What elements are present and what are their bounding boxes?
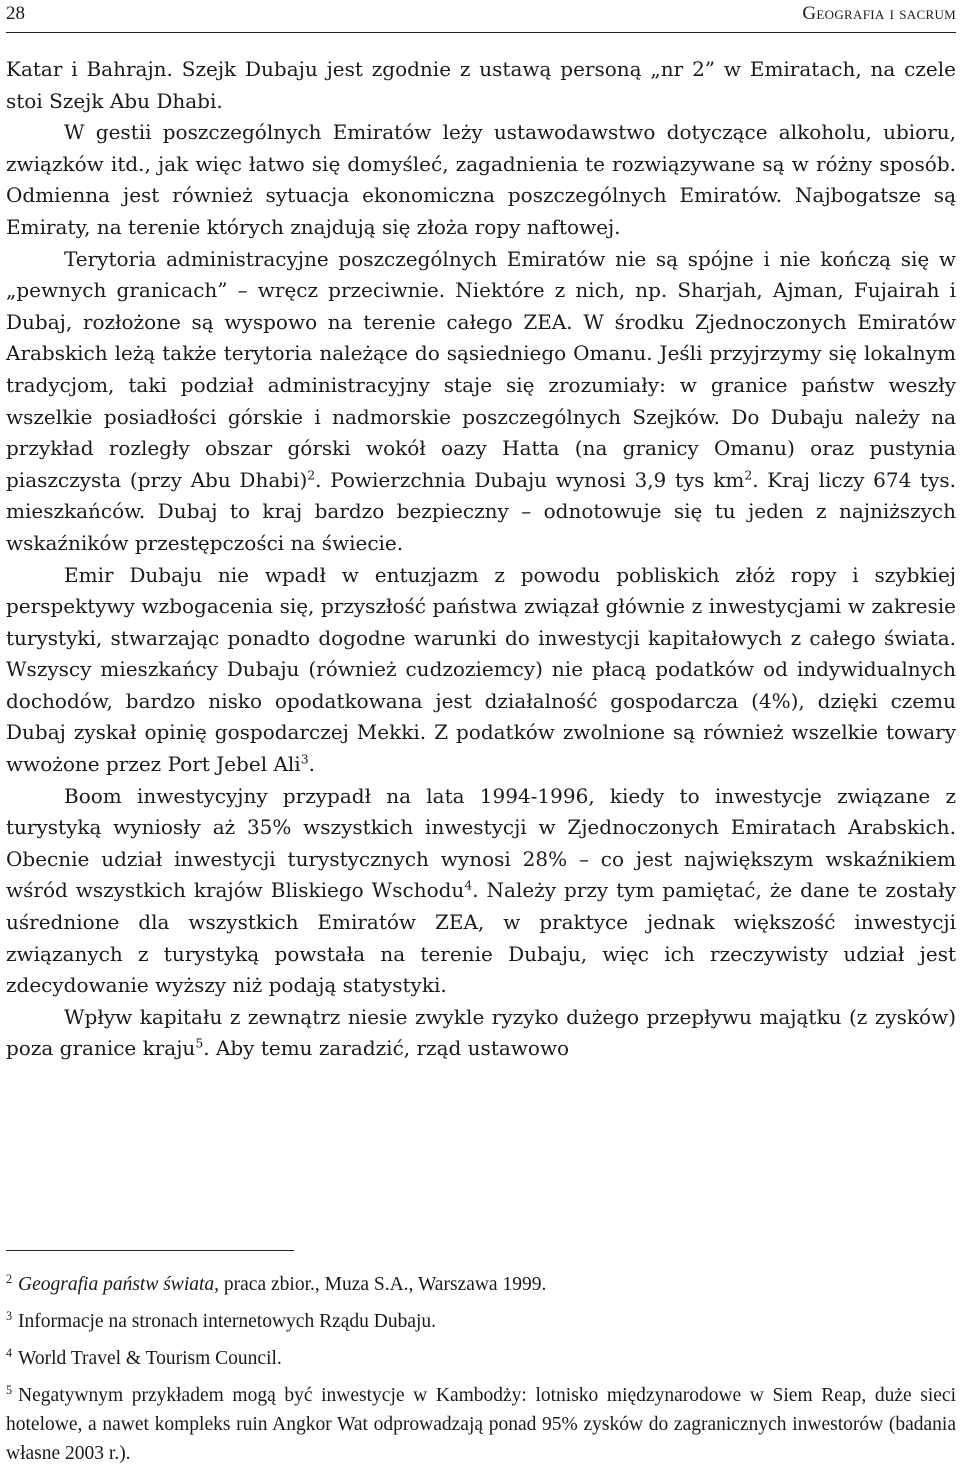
page [6, 0, 956, 1471]
paragraph [6, 54, 956, 117]
footnote-text: , praca zbior., Muza S.A., Warszawa 1999. [214, 1274, 547, 1295]
paragraph [6, 560, 956, 781]
footnote-text: Negatywnym przykładem mogą być inwestycje w Kambodży: lotnisko międzynarodowe w Siem Reap, duże sieci hotelowe, a nawet kompleks ruin Angkor Wat odprowadzają ponad 95% zysków do zagranicznych inwestorów (badania własne 2003 r.). [6, 1385, 956, 1464]
paragraph [6, 1002, 956, 1065]
footnote [6, 1307, 956, 1336]
footnote-text: World Travel & Tourism Council. [18, 1348, 282, 1369]
text-span: . Powierzchnia Dubaju wynosi 3,9 tys km [315, 467, 745, 492]
text-span: Boom inwestycyjny przypadł na lata 1994-1996, kiedy to inwestycje związane z turystyką wyniosły aż 35% wszystkich inwestycji w Zjednoczonych Emiratach Arabskich. Obecnie udział inwestycji turystycznych wynosi 28% – co jest największym wskaźnikiem wśród wszystkich krajów Bliskiego Wschodu [6, 783, 956, 903]
footnote-number: 2 [6, 1271, 13, 1286]
footnotes [6, 1270, 956, 1476]
footnote-ref[interactable]: 2 [307, 467, 316, 483]
footnote [6, 1344, 956, 1373]
footnote-number: 4 [6, 1345, 13, 1360]
paragraph [6, 244, 956, 560]
page-number: 28 [6, 3, 25, 24]
text-span: W gestii poszczególnych Emiratów leży ustawodawstwo dotyczące alkoholu, ubioru, związków itd., jak więc łatwo się domyśleć, zagadnienia te rozwiązywane są w różny sposób. Odmienna jest również sytuacja ekonomiczna poszczególnych Emiratów. Najbogatsze są Emiraty, na terenie których znajdują się złoża ropy naftowej. [6, 120, 956, 239]
footnote [6, 1270, 956, 1299]
footnote-ref[interactable]: 3 [300, 751, 309, 767]
paragraph [6, 781, 956, 1002]
text-span: . Należy przy tym pamiętać, że dane te zostały uśrednione dla wszystkich Emiratów ZEA, w praktyce jednak większość inwestycji związanych z turystyką powstała na terenie Dubaju, więc ich rzeczywisty udział jest zdecydowanie wyższy niż podają statystyki. [6, 878, 956, 998]
footnote-ref[interactable]: 5 [195, 1035, 204, 1051]
text-span: . [308, 752, 315, 777]
body-text [6, 54, 956, 1065]
footnote-italic: Geografia państw świata [18, 1274, 215, 1295]
text-span: . Aby temu zaradzić, rząd ustawowo [203, 1036, 570, 1061]
footnote [6, 1381, 956, 1468]
text-span: Wpływ kapitału z zewnątrz niesie zwykle ryzyko dużego przepływu majątku (z zysków) poza granice kraju [6, 1004, 956, 1061]
running-title: Geografia i sacrum [802, 3, 956, 24]
footnote-ref[interactable]: 4 [464, 877, 473, 893]
text-span: Emir Dubaju nie wpadł w entuzjazm z powodu pobliskich złóż ropy i szybkiej perspektywy wzbogacenia się, przyszłość państwa związał głównie z inwestycjami w zakresie turystyki, stwarzając ponadto dogodne warunki do inwestycji kapitałowych z całego świata. Wszyscy mieszkańcy Dubaju (również cudzoziemcy) nie płacą podatków od indywidualnych dochodów, bardzo nisko opodatkowana jest działalność gospodarcza (4%), dzięki czemu Dubaj zyskał opinię gospodarczej Mekki. Z podatków zwolnione są również wszelkie towary wwożone przez Port Jebel Ali [6, 562, 956, 777]
footnote-text: Informacje na stronach internetowych Rządu Dubaju. [18, 1311, 437, 1332]
running-header [6, 2, 956, 33]
footnote-divider [6, 1250, 294, 1251]
footnote-number: 3 [6, 1308, 13, 1323]
text-span: Katar i Bahrajn. Szejk Dubaju jest zgodnie z ustawą personą „nr 2” w Emiratach, na czele stoi Szejk Abu Dhabi. [6, 57, 956, 113]
text-span: Terytoria administracyjne poszczególnych Emiratów nie są spójne i nie kończą się w „pewnych granicach” – wręcz przeciwnie. Niektóre z nich, np. Sharjah, Ajman, Fujairah i Dubaj, rozłożone są wyspowo na terenie całego ZEA. W środku Zjednoczonych Emiratów Arabskich leżą także terytoria należące do sąsiedniego Omanu. Jeśli przyjrzymy się lokalnym tradycjom, taki podział administracyjny staje się zrozumiały: w granice państw weszły wszelkie posiadłości górskie i nadmorskie poszczególnych Szejków. Do Dubaju należy na przykład rozległy obszar górski wokół oazy Hatta (na granicy Omanu) oraz pustynia piaszczysta (przy Abu Dhabi) [6, 246, 956, 492]
footnote-number: 5 [6, 1382, 13, 1397]
paragraph [6, 117, 956, 243]
superscript: 2 [744, 467, 753, 483]
text-span: . Kraj liczy 674 tys. mieszkańców. Dubaj to kraj bardzo bezpieczny – odnotowuje się tu jeden z najniższych wskaźników przestępczości na świecie. [6, 467, 956, 555]
